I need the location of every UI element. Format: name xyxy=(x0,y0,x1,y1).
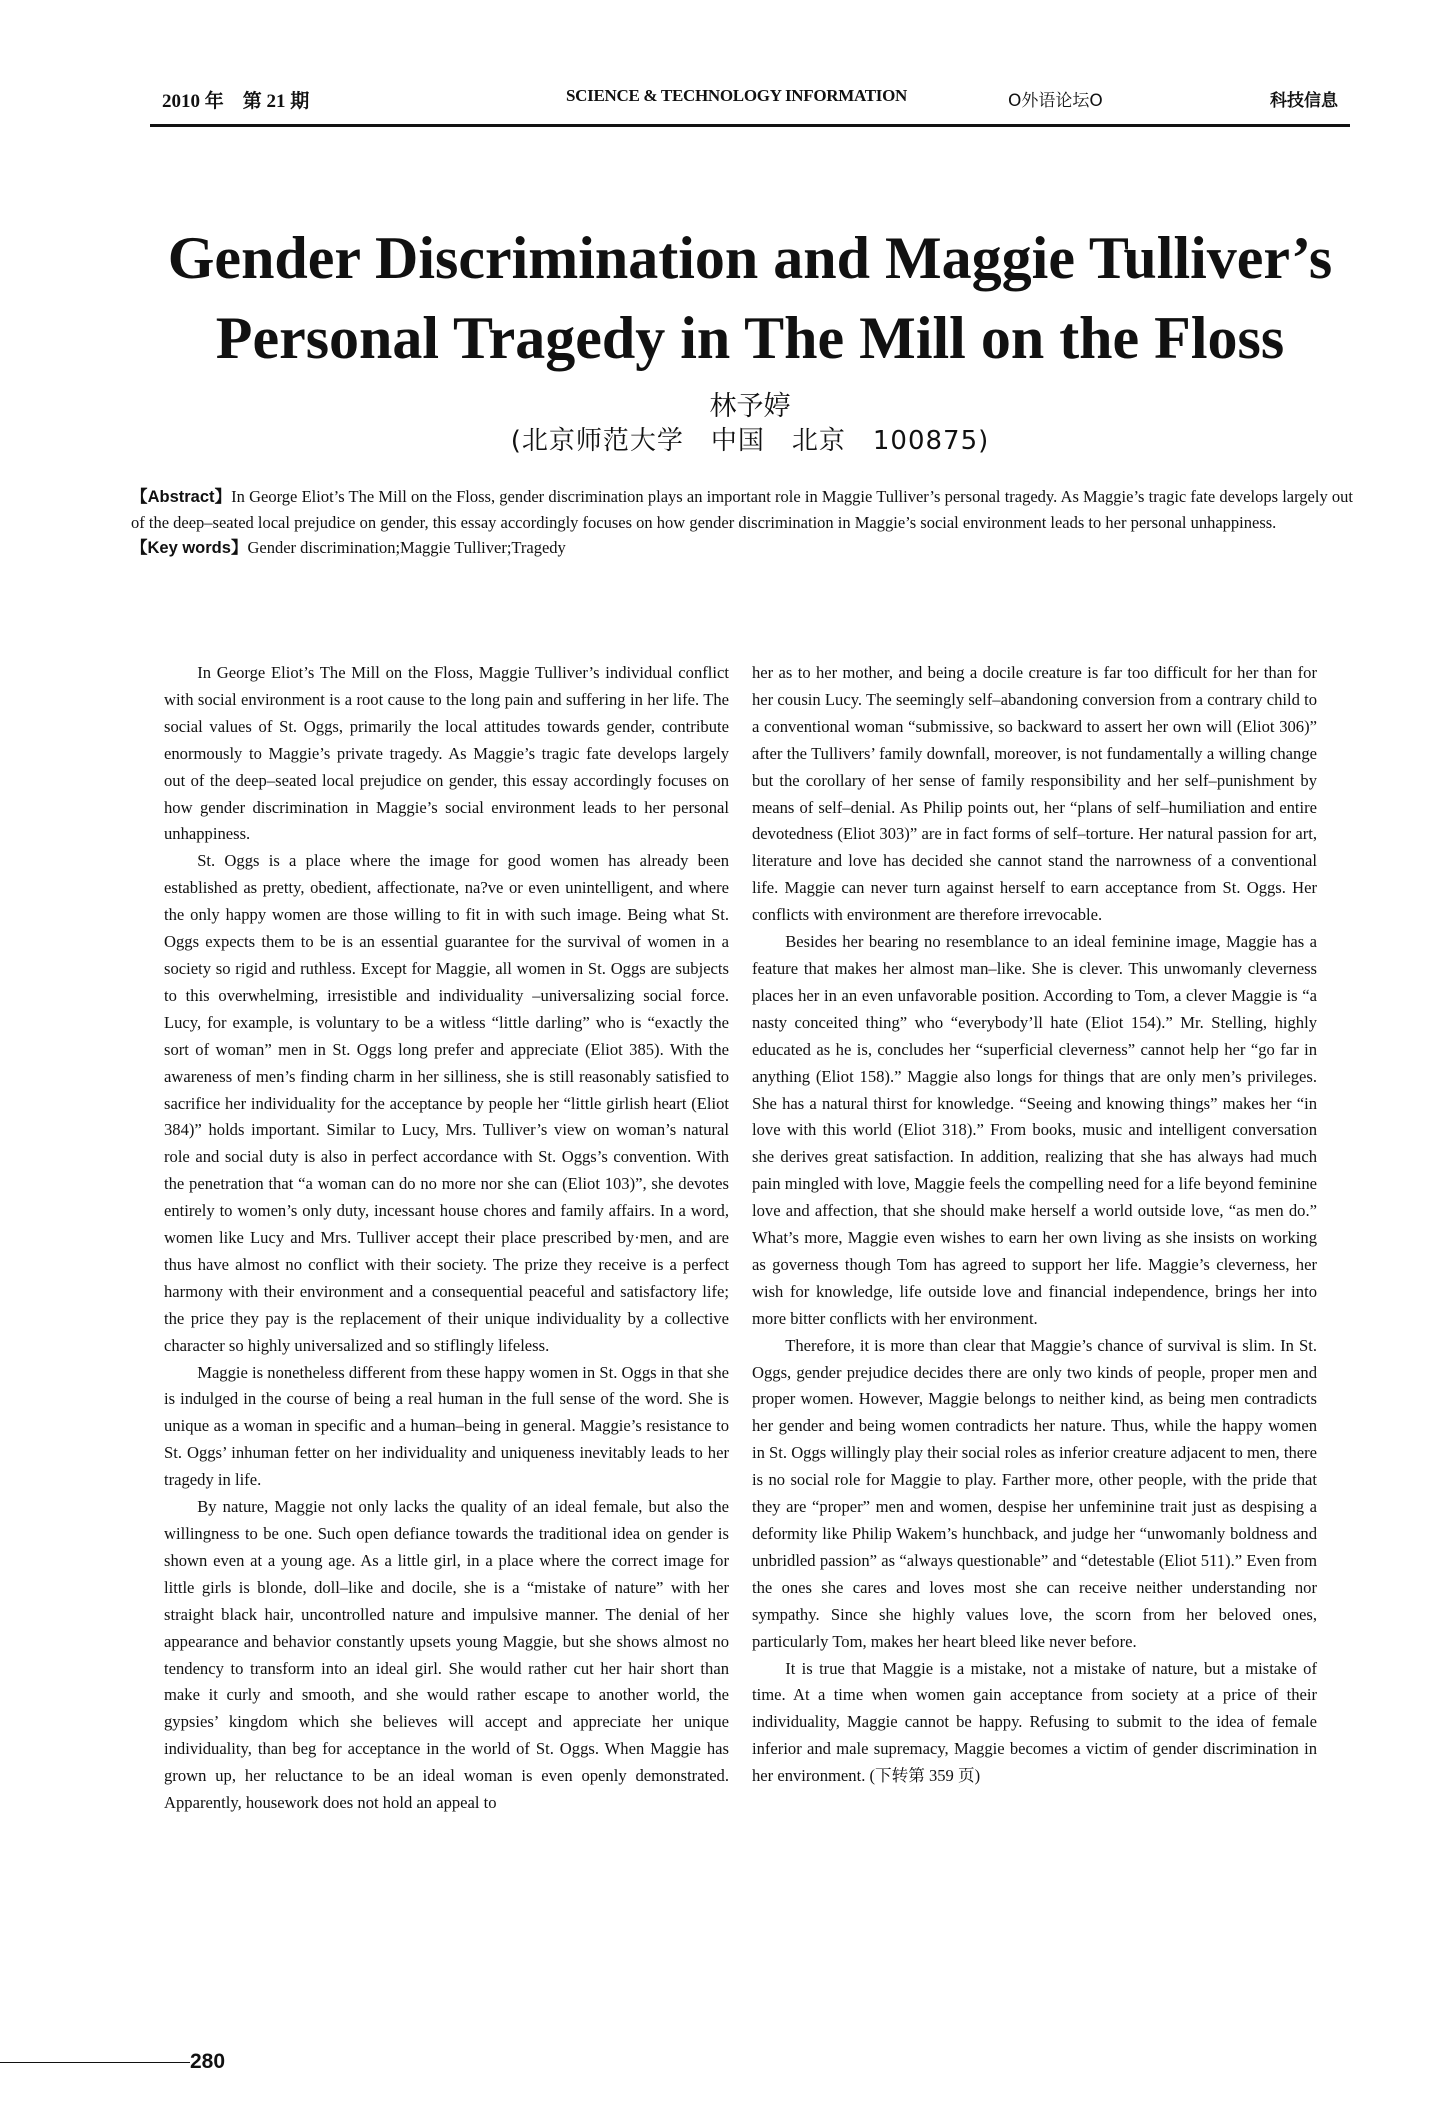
keywords xyxy=(131,535,1353,561)
author-affiliation: (北京师范大学 中国 北京 100875) xyxy=(510,426,990,456)
running-header xyxy=(150,80,1350,110)
footer-rule xyxy=(0,2062,190,2063)
issue-label: 2010 年 第 21 期 xyxy=(162,91,310,112)
body-column-left xyxy=(164,660,729,1817)
abstract-block xyxy=(131,484,1353,561)
title-line-1: Gender Discrimination and Maggie Tulliver’s xyxy=(167,225,1333,291)
paragraph: By nature, Maggie not only lacks the quality of an ideal female, but also the willingness to be one. Such open defiance towards the traditional idea on gender is shown even at a young age. As a little girl, in a place where the correct image for little girls is blonde, doll–like and docile, she is a “mistake of nature” with her straight black hair, uncontrolled nature and impulsive manner. The denial of her appearance and behavior constantly upsets young Maggie, but she shows almost no tendency to transform into an ideal girl. She would rather cut her hair short than make it curly and smooth, and she would rather escape to another world, the gypsies’ kingdom which she believes will accept and appreciate her unique individuality, than beg for acceptance in the world of St. Oggs. When Maggie has grown up, her reluctance to be an ideal woman is even openly demonstrated. Apparently, housework does not hold an appeal to xyxy=(164,1497,729,1813)
paragraph: St. Oggs is a place where the image for good women has already been established as pretty, obedient, affectionate, na?ve or even unintelligent, and where the only happy women are those willing to fit in with such image. Being what St. Oggs expects them to be is an essential guarantee for the survival of women in a society so rigid and ruthless. Except for Maggie, all women in St. Oggs are subjects to this overwhelming, irresistible and individuality –universalizing social force. Lucy, for example, is voluntary to be a witless “little darling” who is “exactly the sort of woman” men in St. Oggs long prefer and appreciate (Eliot 385). With the awareness of men’s finding charm in her silliness, she is still reasonably satisfied to sacrifice her individuality for the acceptance by people her “little girlish heart (Eliot 384)” holds important. Similar to Lucy, Mrs. Tulliver’s view on woman’s natural role and social duty is also in perfect accordance with St. Oggs’s convention. With the penetration that “a woman can do no more nor she can (Eliot 103)”, she devotes entirely to women’s only duty, incessant house chores and family affairs. In a word, women like Lucy and Mrs. Tulliver accept their place prescribed by·men, and are thus have almost no conflict with their society. The prize they receive is a perfect harmony with their environment and a consequential peaceful and satisfactory life; the price they pay is the replacement of their unique individuality by a collective character so highly universalized and so stiflingly lifeless. xyxy=(164,851,729,1355)
abstract-text: In George Eliot’s The Mill on the Floss, gender discrimination plays an important role in Maggie Tulliver’s personal tragedy. As Maggie’s tragic fate develops largely out of the deep–seated local prejudice on gender, this essay accordingly focuses on how gender discrimination in Maggie’s social environment leads to her personal unhappiness. xyxy=(131,487,1353,532)
section-label: O外语论坛O xyxy=(1008,91,1103,111)
author-name: 林予婷 xyxy=(709,391,791,422)
article-title xyxy=(150,218,1350,378)
body-column-right xyxy=(752,660,1317,1790)
title-line-2: Personal Tragedy in The Mill on the Floss xyxy=(215,305,1285,371)
paragraph: Therefore, it is more than clear that Maggie’s chance of survival is slim. In St. Oggs, gender prejudice decides there are only two kinds of people, proper men and proper women. However, Maggie belongs to neither kind, as being men contradicts her gender and being women contradicts her nature. Thus, while the happy women in St. Oggs willingly play their social roles as inferior creature adjacent to men, there is no social role for Maggie to play. Farther more, other people, with the pride that they are “proper” men and women, despise her unfeminine trait just as despising a deformity like Philip Wakem’s hunchback, and judge her “unwomanly boldness and unbridled passion” as “always questionable” and “detestable (Eliot 511).” Even from the ones she cares and loves most she can receive neither understanding nor sympathy. Since she highly values love, the scorn from her beloved ones, particularly Tom, makes her heart bleed like never before. xyxy=(752,1335,1317,1651)
abstract xyxy=(131,484,1353,535)
keywords-label: 【Key words】 xyxy=(131,539,248,557)
publication-name: 科技信息 xyxy=(1270,91,1338,111)
paragraph: It is true that Maggie is a mistake, not a mistake of nature, but a mistake of time. At a time when women gain acceptance from society at a price of their individuality, Maggie cannot be happy. Refusing to submit to the idea of female inferior and male supremacy, Maggie becomes a victim of gender discrimination in her environment. (下转第 359 页) xyxy=(752,1658,1317,1786)
paragraph: her as to her mother, and being a docile creature is far too difficult for her than for her cousin Lucy. The seemingly self–abandoning conversion from a contrary child to a conventional woman “submissive, so backward to assert her own will (Eliot 306)” after the Tullivers’ family downfall, moreover, is not fundamentally a willing change but the corollary of her sense of family responsibility and her self–punishment by means of self–denial. As Philip points out, her “plans of self–humiliation and entire devotedness (Eliot 303)” are in fact forms of self–torture. Her natural passion for art, literature and love has decided she cannot stand the narrowness of a conventional life. Maggie can never turn against herself to earn acceptance from St. Oggs. Her conflicts with environment are therefore irrevocable. xyxy=(752,663,1317,925)
journal-name: SCIENCE & TECHNOLOGY INFORMATION xyxy=(566,86,907,105)
paragraph: Maggie is nonetheless different from these happy women in St. Oggs in that she is indulged in the course of being a real human in the full sense of the word. She is unique as a woman in specific and a human–being in general. Maggie’s resistance to St. Oggs’ inhuman fetter on her individuality and uniqueness inevitably leads to her tragedy in life. xyxy=(164,1362,729,1490)
paragraph: In George Eliot’s The Mill on the Floss, Maggie Tulliver’s individual conflict with social environment is a root cause to the long pain and suffering in her life. The social values of St. Oggs, primarily the local attitudes towards gender, contribute enormously to Maggie’s private tragedy. As Maggie’s tragic fate develops largely out of the deep–seated local prejudice on gender, this essay accordingly focuses on how gender discrimination in Maggie’s social environment leads to her personal unhappiness. xyxy=(164,663,729,844)
keywords-text: Gender discrimination;Maggie Tulliver;Tragedy xyxy=(247,538,566,557)
header-rule xyxy=(150,124,1350,127)
abstract-label: 【Abstract】 xyxy=(131,488,232,506)
page-number: 280 xyxy=(190,2050,226,2073)
paragraph: Besides her bearing no resemblance to an ideal feminine image, Maggie has a feature that makes her almost man–like. She is clever. This unwomanly cleverness places her in an even unfavorable position. According to Tom, a clever Maggie is “a nasty conceited thing” who “everybody’ll hate (Eliot 154).” Mr. Stelling, highly educated as he is, concludes her “superficial cleverness” cannot help her “go far in anything (Eliot 158).” Maggie also longs for things that are only men’s privileges. She has a natural thirst for knowledge. “Seeing and knowing things” makes her “in love with this world (Eliot 318).” From books, music and intelligent conversation she derives great satisfaction. In addition, realizing that she has always had much pain mingled with love, Maggie feels the compelling need for a life beyond feminine love and affection, that she should make herself a world outside love, “as men do.” What’s more, Maggie even wishes to earn her own living as she insists on working as governess though Tom has agreed to support her life. Maggie’s cleverness, her wish for knowledge, life outside love and financial independence, brings her into more bitter conflicts with her environment. xyxy=(752,932,1317,1328)
